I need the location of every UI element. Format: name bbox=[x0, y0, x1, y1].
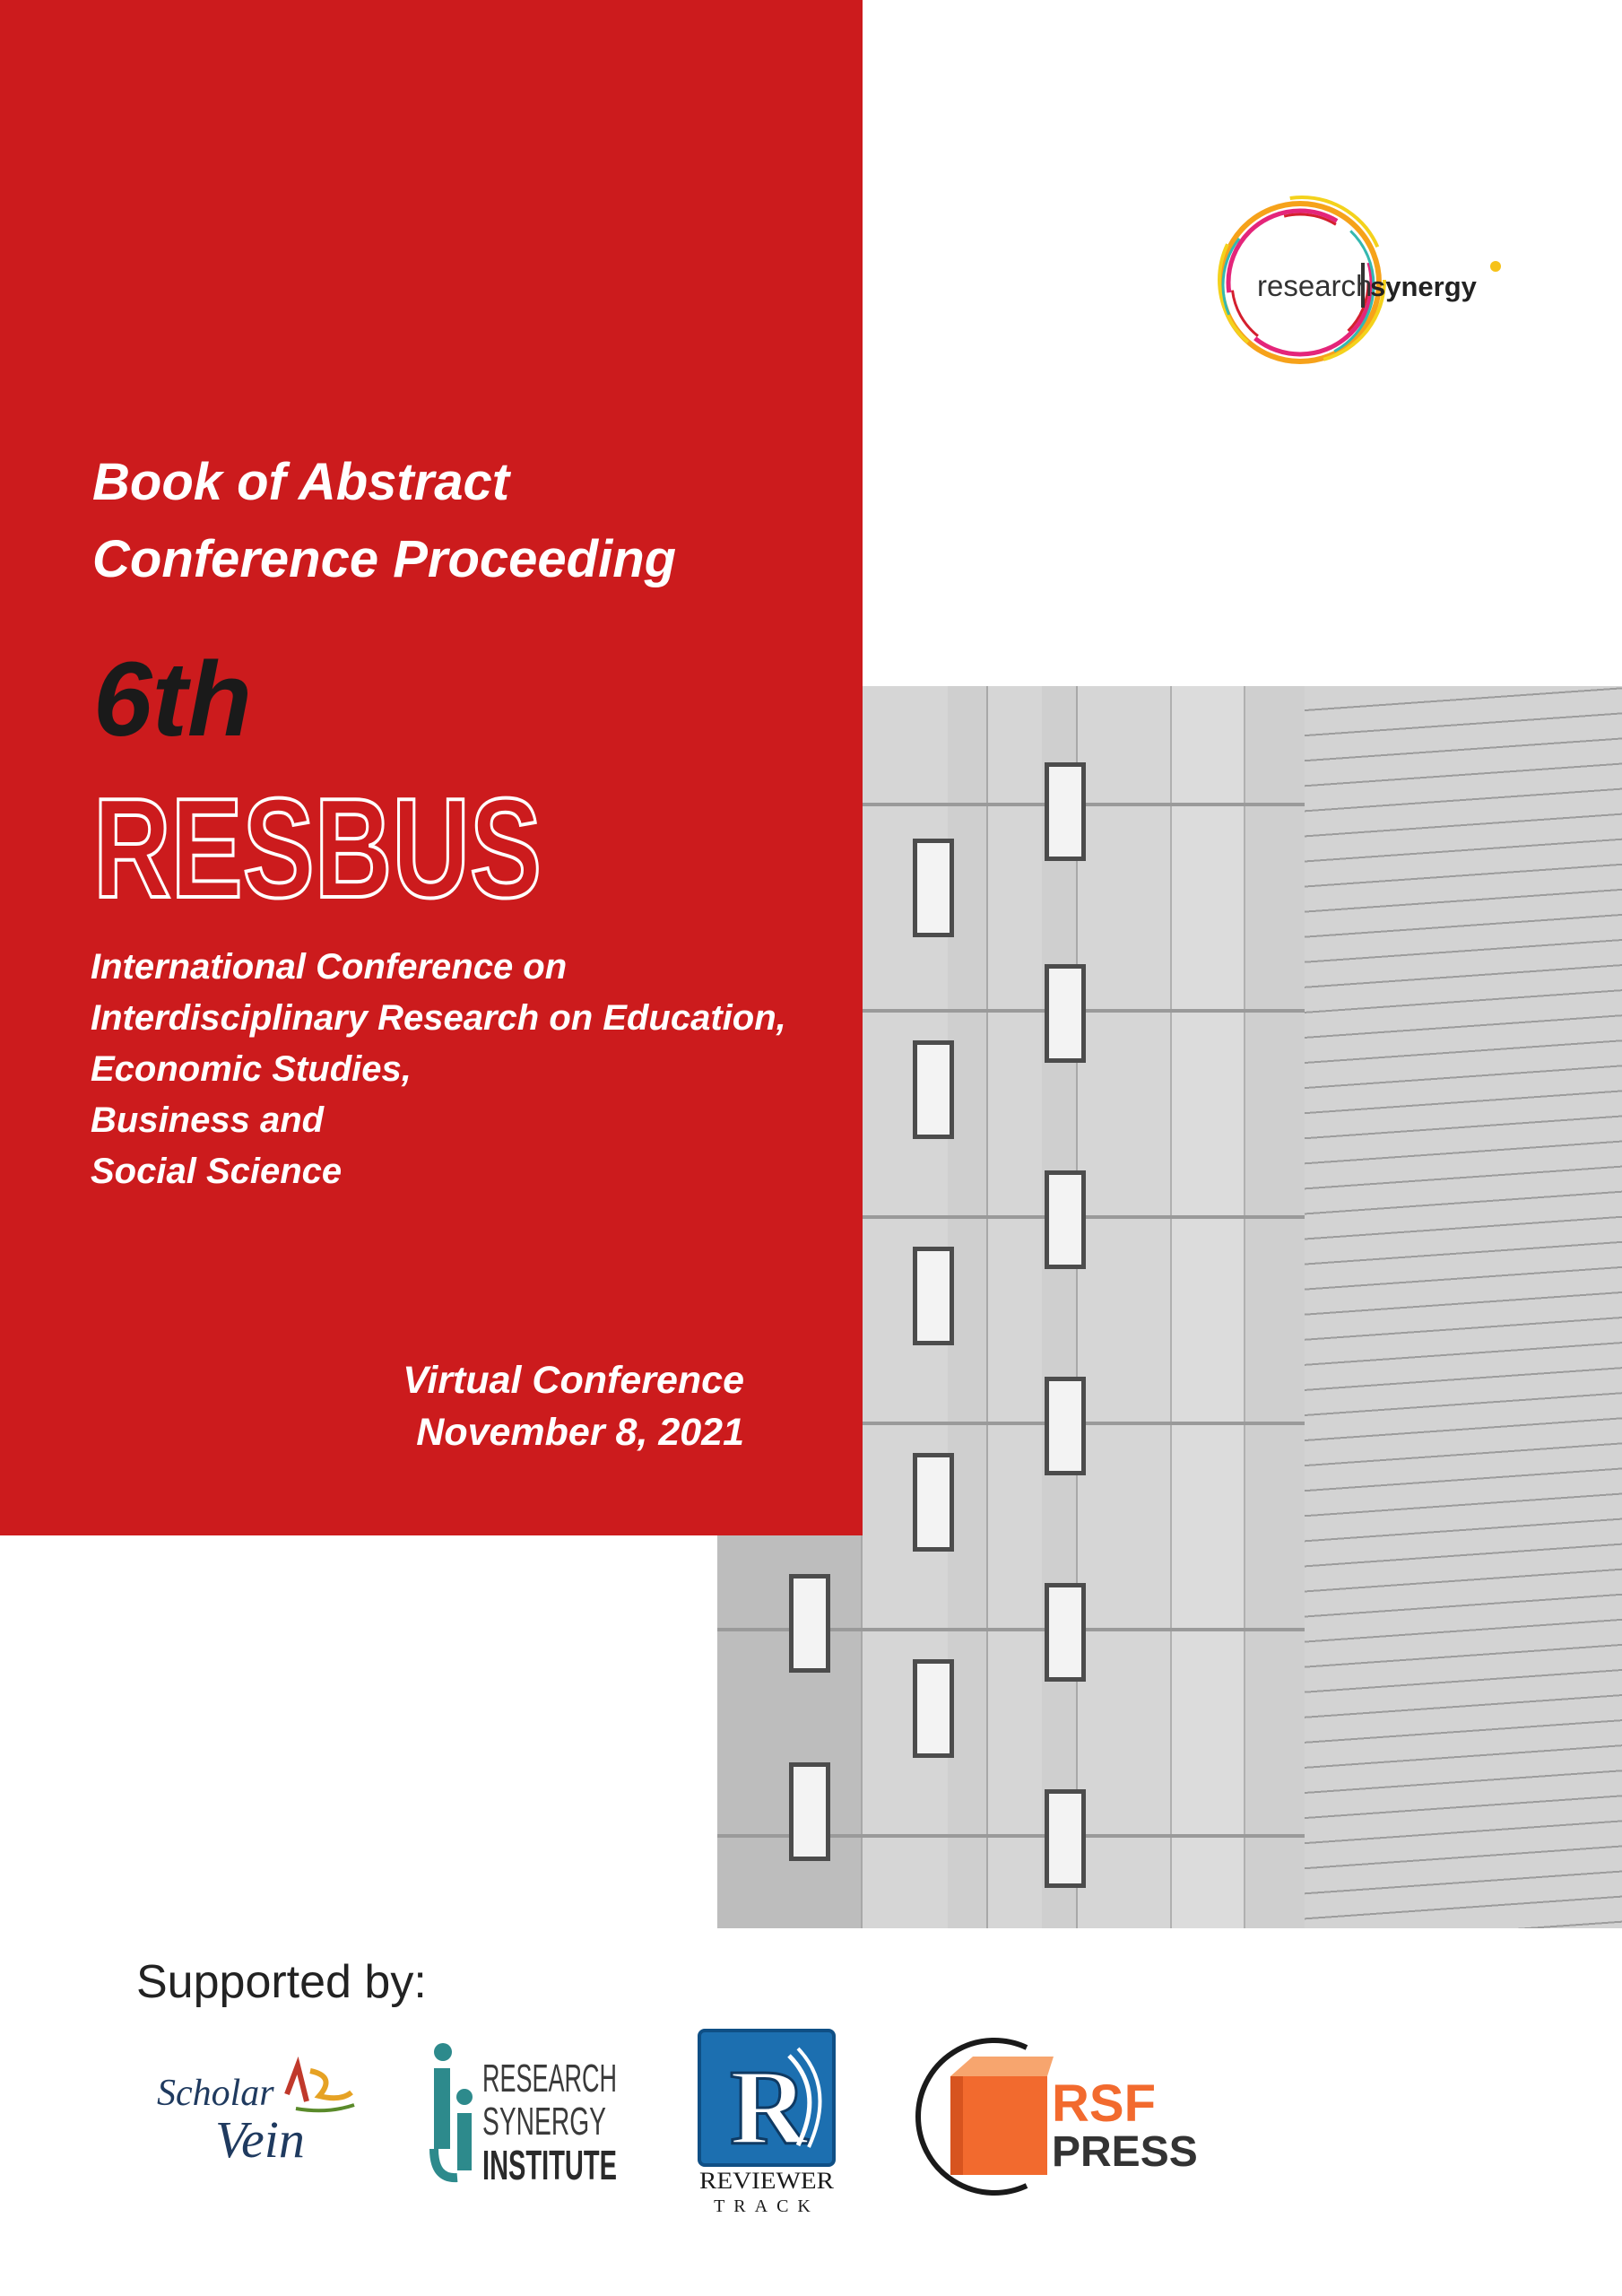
venue-block bbox=[359, 1354, 744, 1458]
research-synergy-institute-logo bbox=[421, 2036, 628, 2197]
venue-label: Virtual Conference bbox=[403, 1359, 744, 1402]
conference-title bbox=[91, 942, 844, 1197]
logo-word-research: research bbox=[1257, 269, 1373, 302]
research-synergy-logo bbox=[1210, 193, 1515, 372]
conference-title-line: International Conference on bbox=[91, 947, 568, 987]
conference-title-line: Business and bbox=[91, 1100, 325, 1140]
reviewer-track-letter: R bbox=[730, 2048, 808, 2167]
event-name: RESBUS bbox=[93, 770, 542, 927]
logo-word-synergy: synergy bbox=[1370, 271, 1477, 302]
vein-word: Vein bbox=[215, 2110, 305, 2169]
heading-line-2: Conference Proceeding bbox=[92, 530, 677, 588]
rsf-press-line-2: PRESS bbox=[1052, 2128, 1198, 2176]
cover-title-panel bbox=[0, 0, 863, 1535]
conference-date: November 8, 2021 bbox=[416, 1411, 744, 1454]
cover-heading bbox=[92, 444, 676, 598]
conference-title-line: Social Science bbox=[91, 1152, 343, 1191]
heading-line-1: Book of Abstract bbox=[92, 453, 510, 511]
rsi-line-1: RESEARCH bbox=[482, 2057, 617, 2100]
conference-title-line: Interdisciplinary Research on Education, bbox=[91, 998, 786, 1038]
rsi-line-3: INSTITUTE bbox=[482, 2142, 617, 2188]
rsf-press-logo bbox=[901, 2031, 1206, 2202]
reviewer-track-line-1: REVIEWER bbox=[699, 2168, 835, 2194]
supported-by-heading: Supported by: bbox=[136, 1956, 427, 2008]
rsi-line-2: SYNERGY bbox=[482, 2100, 606, 2144]
rsf-press-line-1: RSF bbox=[1052, 2074, 1156, 2133]
event-name-outline bbox=[90, 770, 592, 927]
scholar-vein-logo bbox=[152, 2049, 359, 2184]
conference-title-line: Economic Studies, bbox=[91, 1049, 412, 1089]
reviewer-track-line-2: TRACK bbox=[714, 2196, 820, 2216]
edition-label: 6th bbox=[93, 640, 252, 759]
scholar-word: Scholar bbox=[157, 2073, 274, 2114]
reviewer-track-logo bbox=[690, 2029, 843, 2217]
